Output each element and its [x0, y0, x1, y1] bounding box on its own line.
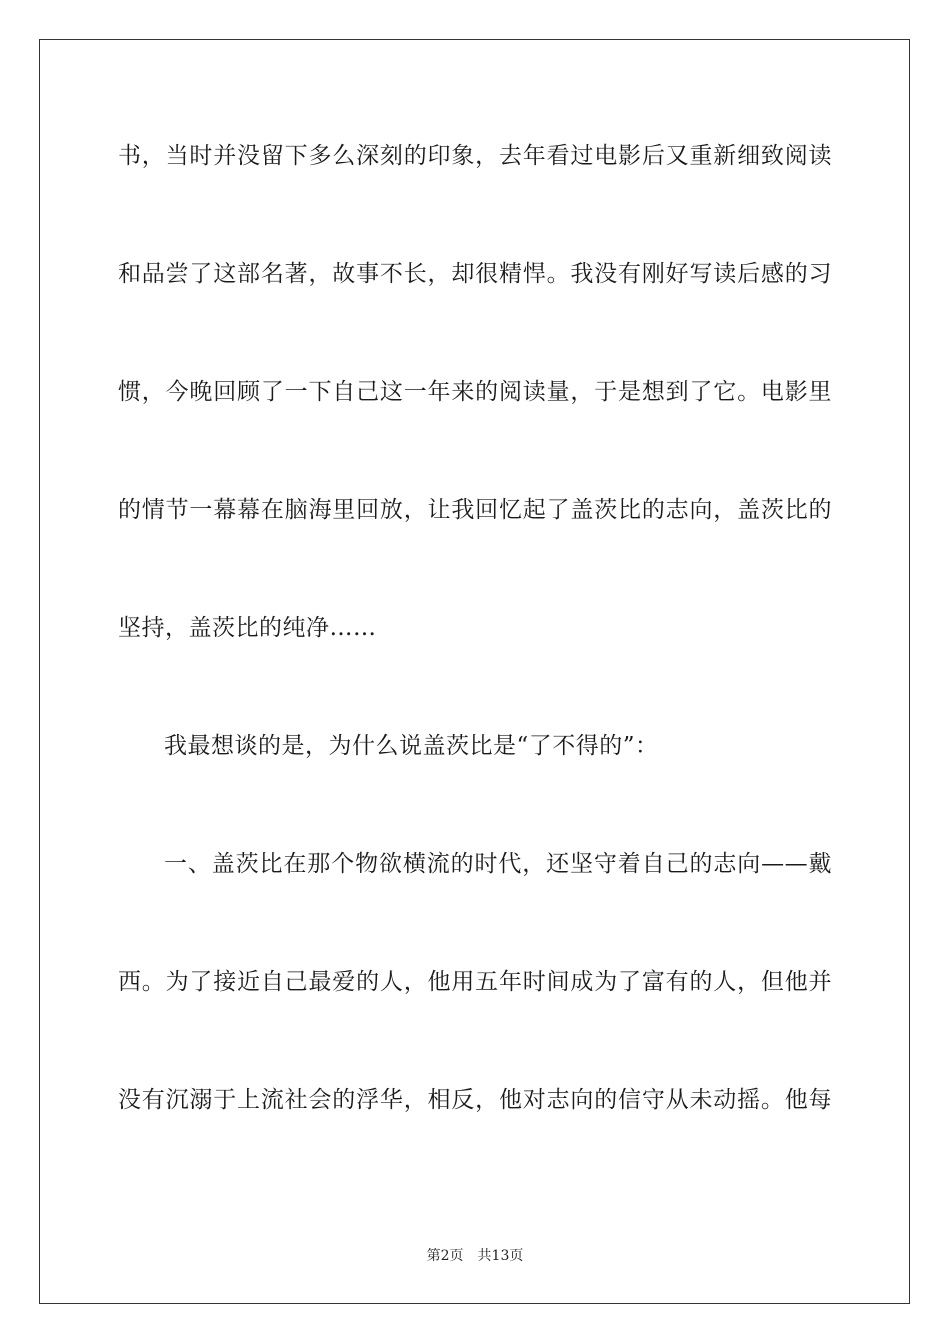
page-number: 第2页: [426, 1248, 464, 1264]
body-text-line-1: 书，当时并没留下多么深刻的印象，去年看过电影后又重新细致阅读: [118, 143, 832, 169]
body-text-line-4: 的情节一幕幕在脑海里回放，让我回忆起了盖茨比的志向，盖茨比的: [118, 497, 832, 523]
body-text-line-5: 坚持，盖茨比的纯净……: [118, 615, 377, 641]
body-text-line-6: 我最想谈的是，为什么说盖茨比是“了不得的”：: [164, 733, 659, 759]
body-text-line-2: 和品尝了这部名著，故事不长，却很精悍。我没有刚好写读后感的习: [118, 261, 832, 287]
body-text-line-8: 西。为了接近自己最爱的人，他用五年时间成为了富有的人，但他并: [118, 969, 832, 995]
body-text-line-9: 没有沉溺于上流社会的浮华，相反，他对志向的信守从未动摇。他每: [118, 1087, 832, 1113]
page-footer: [0, 1247, 950, 1265]
body-text-line-7: 一、盖茨比在那个物欲横流的时代，还坚守着自己的志向——戴: [164, 851, 832, 877]
page-total: 共13页: [477, 1248, 524, 1264]
body-text-line-3: 惯，今晚回顾了一下自己这一年来的阅读量，于是想到了它。电影里: [118, 379, 832, 405]
